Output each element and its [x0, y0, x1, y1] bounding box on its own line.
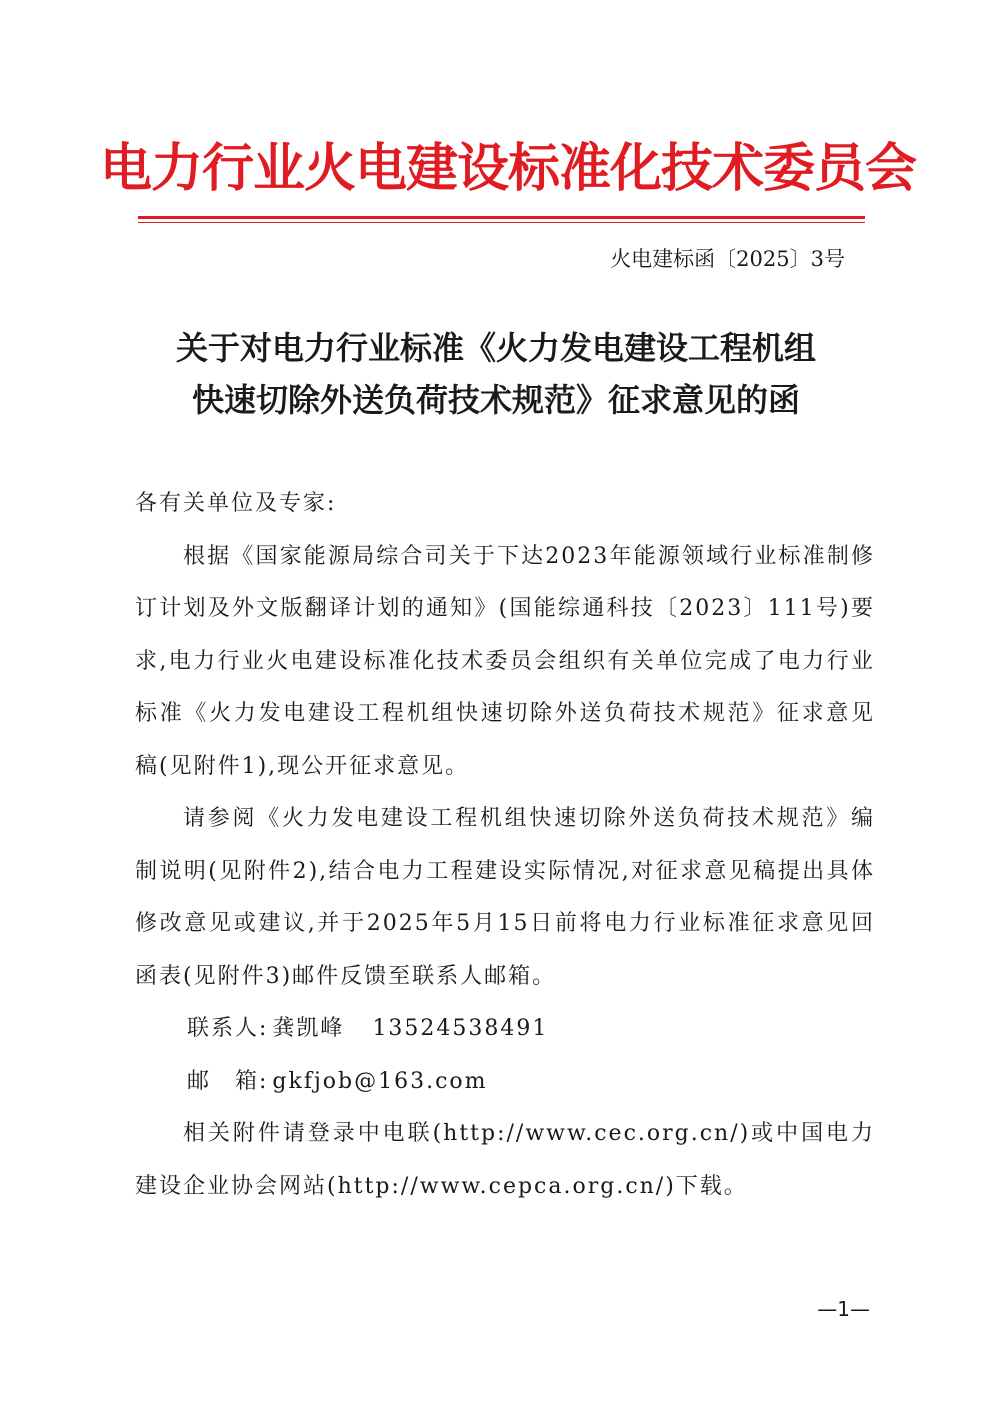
title-line-1: 关于对电力行业标准《火力发电建设工程机组 [175, 329, 816, 367]
email-address[interactable]: gkfjob@163.com [272, 1068, 488, 1094]
page-number: —1— [817, 1297, 870, 1321]
email-line [135, 1056, 875, 1109]
contact-name: 龚凯峰 [272, 1016, 345, 1041]
contact-phone: 13524538491 [372, 1016, 549, 1041]
paragraph-request: 请参阅《火力发电建设工程机组快速切除外送负荷技术规范》编制说明(见附件2),结合电力工程建设实际情况,对征求意见稿提出具体修改意见或建议,并于2025年5月15日前将电力行业标准征求意见回函表(见附件3)邮件反馈至联系人邮箱。 [135, 806, 875, 989]
organization-masthead: 电力行业火电建设标准化技术委员会 [100, 139, 917, 199]
contact-label: 联系人: [187, 1016, 269, 1041]
document-number: 火电建标函〔2025〕3号 [610, 247, 845, 271]
masthead-rule-thick [138, 216, 865, 219]
masthead-rule-thin [138, 222, 865, 223]
salutation: 各有关单位及专家: [135, 491, 337, 516]
document-title [100, 322, 892, 426]
paragraph-basis: 根据《国家能源局综合司关于下达2023年能源领域行业标准制修订计划及外文版翻译计划的通知》(国能综通科技〔2023〕111号)要求,电力行业火电建设标准化技术委员会组织有关单位完成了电力行业标准《火力发电建设工程机组快速切除外送负荷技术规范》征求意见稿(见附件1),现公开征求意见。 [135, 543, 875, 779]
email-label: 邮 箱: [187, 1068, 269, 1094]
paragraph-download: 相关附件请登录中电联(http://www.cec.org.cn/)或中国电力建设企业协会网站(http://www.cepca.org.cn/)下载。 [135, 1121, 875, 1199]
contact-person-line [135, 1003, 875, 1056]
title-line-2: 快速切除外送负荷技术规范》征求意见的函 [191, 381, 800, 419]
letter-body [135, 478, 875, 1213]
